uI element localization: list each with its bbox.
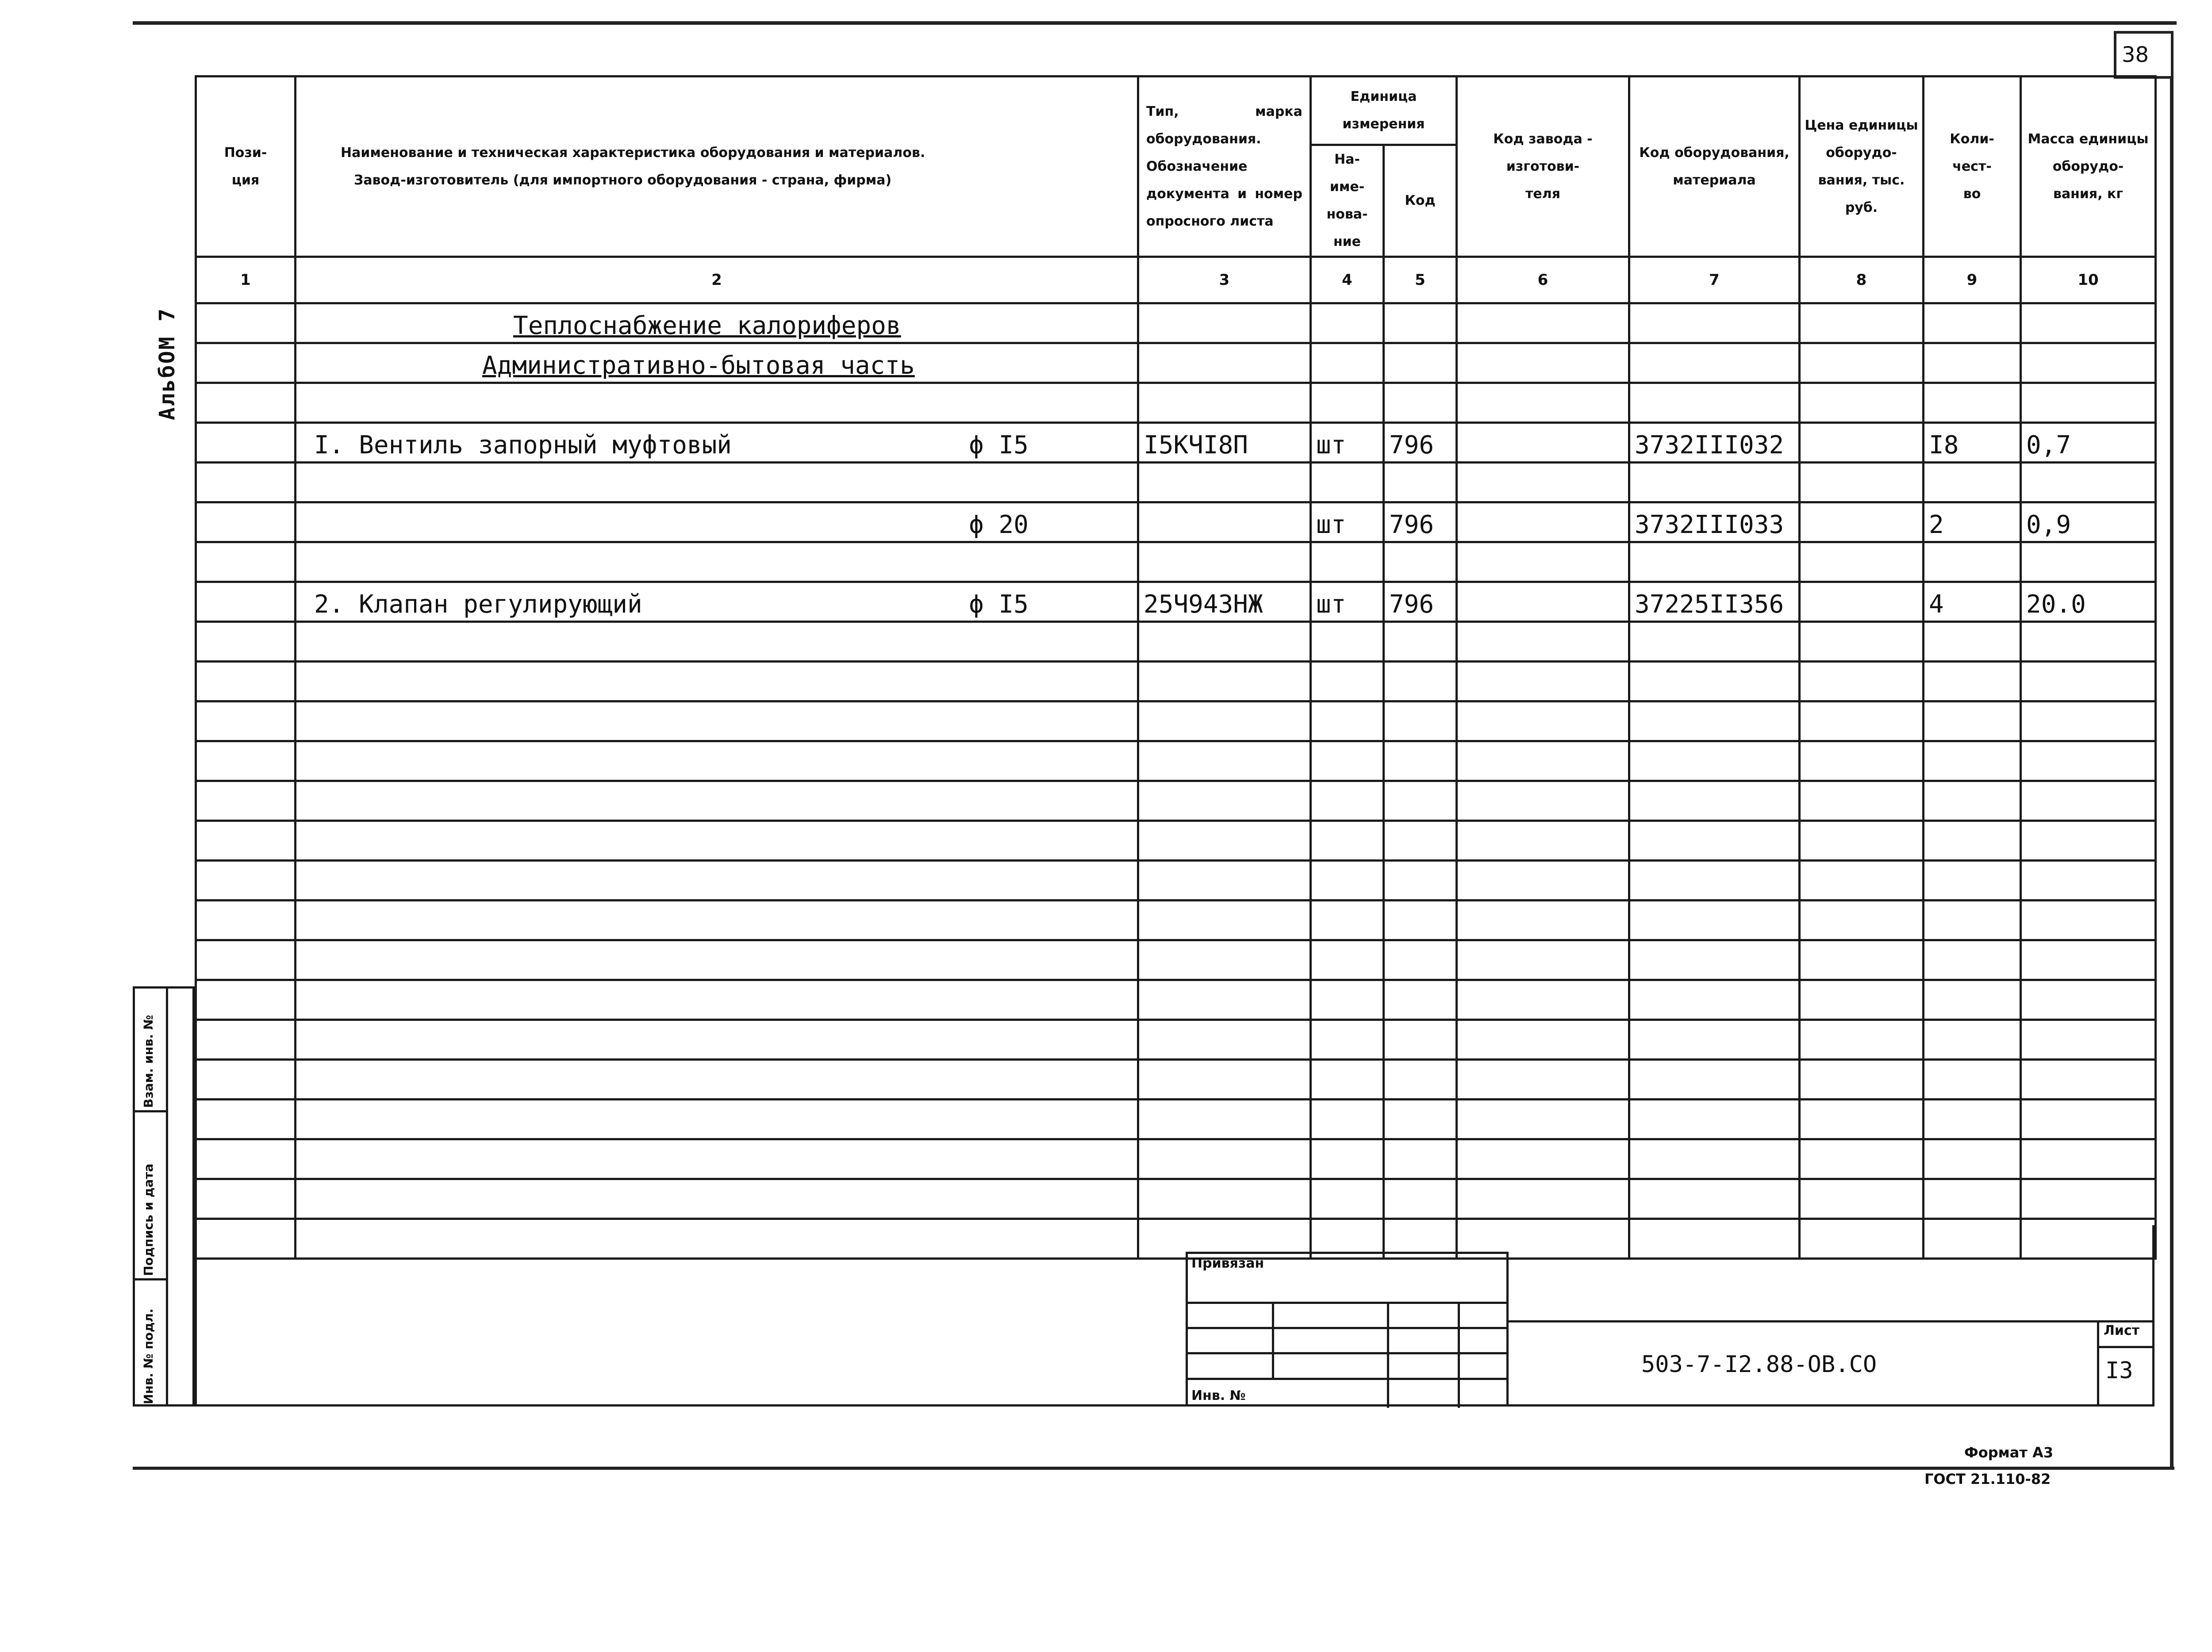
privyazan-block bbox=[1186, 1252, 1509, 1407]
cell-type: 25Ч943НЖ bbox=[1144, 590, 1263, 619]
stamp-label-orig-inv: Инв. № подл. bbox=[141, 1308, 156, 1404]
table-row bbox=[196, 1139, 2156, 1179]
table-row bbox=[196, 980, 2156, 1020]
privyazan-label: Привязан bbox=[1191, 1256, 1264, 1271]
stamp-label-replace-inv: Взам. инв. № bbox=[141, 1015, 156, 1108]
album-side-label: АльбОМ 7 bbox=[155, 307, 180, 420]
table-row bbox=[196, 861, 2156, 901]
header-type: Тип, марка оборудования. Обозначение документа и номер опросного листа bbox=[1138, 77, 1311, 257]
table-row bbox=[196, 940, 2156, 980]
top-frame-rule bbox=[133, 21, 2177, 25]
right-frame-rule bbox=[2170, 77, 2174, 1468]
cell-mass: 0,9 bbox=[2026, 510, 2071, 539]
cell-name: 2. Клапан регулирующий bbox=[314, 590, 642, 619]
table-row bbox=[196, 463, 2156, 502]
gost-label: ГОСТ 21.110-82 bbox=[1924, 1471, 2051, 1487]
table-row bbox=[196, 1100, 2156, 1139]
table-row bbox=[196, 701, 2156, 741]
table-row bbox=[196, 741, 2156, 781]
left-stamp-block bbox=[133, 986, 195, 1407]
table-row bbox=[196, 343, 2156, 383]
cell-equip_code: 3732III033 bbox=[1635, 510, 1784, 539]
table-row bbox=[196, 662, 2156, 701]
inv-number-label: Инв. № bbox=[1191, 1388, 1246, 1403]
header-name: Наименование и техническая характеристика оборудования и материалов. Завод-изготовитель (для импортного оборудования - страна, фирма) bbox=[296, 77, 1138, 257]
list-label: Лист bbox=[2104, 1323, 2140, 1338]
cell-qty: 2 bbox=[1929, 510, 1944, 539]
cell-unit_code: 796 bbox=[1389, 431, 1434, 460]
cell-unit_code: 796 bbox=[1389, 510, 1434, 539]
cell-diameter: ϕ 20 bbox=[969, 510, 1029, 539]
cell-qty: I8 bbox=[1929, 431, 1959, 460]
table-row bbox=[196, 781, 2156, 821]
cell-unit: шт bbox=[1316, 431, 1346, 460]
cell-name: Административно-бытовая часть bbox=[482, 351, 915, 380]
header-position: Пози- ция bbox=[196, 77, 296, 257]
table-row bbox=[196, 901, 2156, 940]
bottom-frame-rule bbox=[133, 1467, 2174, 1470]
table-row bbox=[196, 502, 2156, 542]
sheet-number: 38 bbox=[2114, 31, 2174, 79]
cell-type: I5КЧI8П bbox=[1144, 431, 1248, 460]
table-row bbox=[196, 1060, 2156, 1100]
cell-name: I. Вентиль запорный муфтовый bbox=[314, 431, 732, 460]
cell-diameter: ϕ I5 bbox=[969, 590, 1029, 619]
cell-qty: 4 bbox=[1929, 590, 1944, 619]
cell-unit_code: 796 bbox=[1389, 590, 1434, 619]
header-price: Цена единицы оборудо- вания, тыс. руб. bbox=[1800, 77, 1924, 257]
cell-equip_code: 37225II356 bbox=[1635, 590, 1784, 619]
cell-mass: 0,7 bbox=[2026, 431, 2071, 460]
header-equipment-code: Код оборудования, материала bbox=[1629, 77, 1800, 257]
table-row bbox=[196, 582, 2156, 622]
table-row bbox=[196, 1020, 2156, 1060]
cell-name: Теплоснабжение калориферов bbox=[513, 311, 901, 340]
sheet-list-box bbox=[2097, 1320, 2154, 1407]
cell-unit: шт bbox=[1316, 590, 1346, 619]
format-label: Формат А3 bbox=[1964, 1444, 2054, 1461]
column-number-row: 1 2 3 4 5 6 7 8 9 10 bbox=[196, 257, 2156, 303]
title-block-area bbox=[195, 1225, 2154, 1407]
header-plant-code: Код завода - изготови- теля bbox=[1457, 77, 1629, 257]
table-row bbox=[196, 542, 2156, 582]
table-row bbox=[196, 821, 2156, 861]
table-row bbox=[196, 383, 2156, 423]
table-row bbox=[196, 423, 2156, 463]
header-unit-group: Единица измерения bbox=[1311, 77, 1457, 145]
list-number: I3 bbox=[2105, 1357, 2133, 1384]
header-unit-code: Код bbox=[1384, 145, 1457, 257]
table-row bbox=[196, 622, 2156, 662]
table-row bbox=[196, 303, 2156, 343]
header-quantity: Коли- чест- во bbox=[1924, 77, 2021, 257]
cell-equip_code: 3732III032 bbox=[1635, 431, 1784, 460]
cell-unit: шт bbox=[1316, 510, 1346, 539]
stamp-label-signature-date: Подпись и дата bbox=[141, 1163, 156, 1276]
table-row bbox=[196, 1179, 2156, 1219]
header-mass: Масса единицы оборудо- вания, кг bbox=[2021, 77, 2156, 257]
document-code: 503-7-I2.88-ОВ.СО bbox=[1641, 1351, 1877, 1378]
cell-diameter: ϕ I5 bbox=[969, 431, 1029, 460]
cell-mass: 20.0 bbox=[2026, 590, 2086, 619]
equipment-spec-table bbox=[195, 75, 2157, 1260]
header-unit-name: На- име- нова- ние bbox=[1311, 145, 1384, 257]
